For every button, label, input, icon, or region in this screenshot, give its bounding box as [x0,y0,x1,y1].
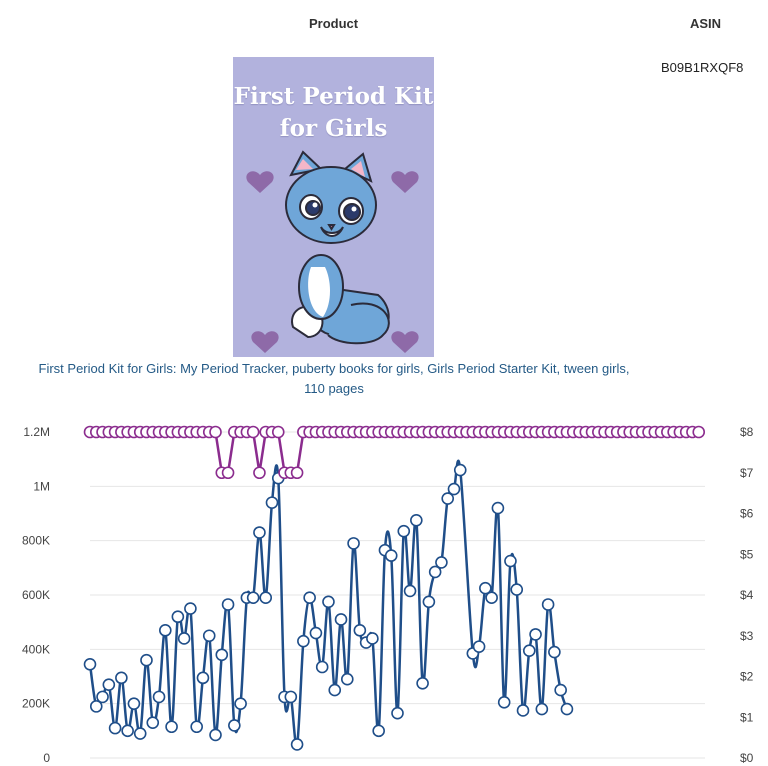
rank-point[interactable] [373,725,384,736]
rank-point[interactable] [248,592,259,603]
rank-point[interactable] [85,659,96,670]
rank-point[interactable] [511,584,522,595]
rank-point[interactable] [411,515,422,526]
rank-point[interactable] [386,550,397,561]
rank-point[interactable] [179,633,190,644]
rank-point[interactable] [172,611,183,622]
product-cover-image[interactable] [233,57,434,357]
rank-point[interactable] [486,592,497,603]
cover-title [233,81,434,145]
rank-point[interactable] [310,628,321,639]
rank-point[interactable] [197,672,208,683]
cat-illustration [286,152,389,343]
rank-point[interactable] [154,691,165,702]
rank-point[interactable] [505,556,516,567]
left-tick-label: 800K [21,533,50,548]
rank-point[interactable] [116,672,127,683]
rank-point[interactable] [122,725,133,736]
rank-point[interactable] [260,592,271,603]
rank-point[interactable] [160,625,171,636]
asin-value: B09B1RXQF8 [661,60,744,75]
left-tick-label: 0 [43,751,50,765]
rank-point[interactable] [223,599,234,610]
right-tick-label: $1 [740,710,754,725]
rank-point[interactable] [323,596,334,607]
right-tick-label: $4 [740,588,754,602]
rank-point[interactable] [455,465,466,476]
left-tick-label: 200K [21,696,50,711]
right-tick-label: $8 [740,425,754,439]
rank-point[interactable] [216,649,227,660]
rank-point[interactable] [191,721,202,732]
rank-point[interactable] [392,708,403,719]
price-point[interactable] [223,467,234,478]
rank-point[interactable] [499,697,510,708]
rank-point[interactable] [536,704,547,715]
product-title-link[interactable]: First Period Kit for Girls: My Period Tracker, puberty books for girls, Girls Period Starter Kit, tween girls, 110 pages [38,361,630,396]
right-tick-label: $3 [740,628,754,643]
rank-point[interactable] [492,503,503,514]
cover-title-line2: for Girls [279,115,388,142]
right-tick-label: $0 [740,751,754,765]
rank-point[interactable] [97,691,108,702]
price-point[interactable] [273,427,284,438]
rank-point[interactable] [561,704,572,715]
asin-column-header: ASIN [690,16,722,31]
left-axis-ticks [22,425,50,765]
rank-point[interactable] [210,729,221,740]
rank-point[interactable] [329,685,340,696]
rank-point[interactable] [524,645,535,656]
left-tick-label: 1M [33,479,50,494]
rank-point[interactable] [423,596,434,607]
rank-point[interactable] [185,603,196,614]
cover-title-line1: First Period Kit [233,83,434,110]
product-column-header: Product [309,16,359,31]
price-series-line [90,432,699,473]
price-point[interactable] [254,467,265,478]
left-tick-label: 400K [21,642,50,657]
right-tick-label: $5 [740,547,754,562]
rank-point[interactable] [266,497,277,508]
price-point[interactable] [292,467,303,478]
rank-point[interactable] [135,728,146,739]
rank-point[interactable] [448,484,459,495]
right-tick-label: $6 [740,506,754,521]
left-tick-label: 600K [21,588,50,602]
rank-point[interactable] [254,527,265,538]
rank-point[interactable] [235,698,246,709]
price-point[interactable] [210,427,221,438]
rank-point[interactable] [304,592,315,603]
rank-point[interactable] [342,674,353,685]
rank-point[interactable] [336,614,347,625]
price-point[interactable] [248,427,259,438]
rank-point[interactable] [348,538,359,549]
rank-point[interactable] [141,655,152,666]
rank-point[interactable] [298,636,309,647]
rank-point[interactable] [555,685,566,696]
rank-point[interactable] [405,585,416,596]
rank-point[interactable] [285,691,296,702]
left-tick-label: 1.2M [23,425,50,439]
right-tick-label: $2 [740,669,754,684]
rank-point[interactable] [317,661,328,672]
rank-point[interactable] [367,633,378,644]
rank-point[interactable] [436,557,447,568]
rank-point[interactable] [474,641,485,652]
rank-point[interactable] [530,629,541,640]
rank-point[interactable] [398,526,409,537]
rank-point[interactable] [128,698,139,709]
rank-point[interactable] [417,678,428,689]
rank-point[interactable] [518,705,529,716]
price-point[interactable] [693,427,704,438]
rank-point[interactable] [103,679,114,690]
rank-point[interactable] [147,717,158,728]
rank-price-chart [0,410,768,766]
rank-point[interactable] [292,739,303,750]
rank-point[interactable] [110,723,121,734]
right-axis-ticks [740,425,754,765]
rank-point[interactable] [229,720,240,731]
rank-point[interactable] [166,721,177,732]
rank-point[interactable] [549,647,560,658]
rank-point[interactable] [354,625,365,636]
right-tick-label: $7 [740,465,754,480]
rank-point[interactable] [204,630,215,641]
rank-point[interactable] [543,599,554,610]
chart-series [85,427,705,750]
